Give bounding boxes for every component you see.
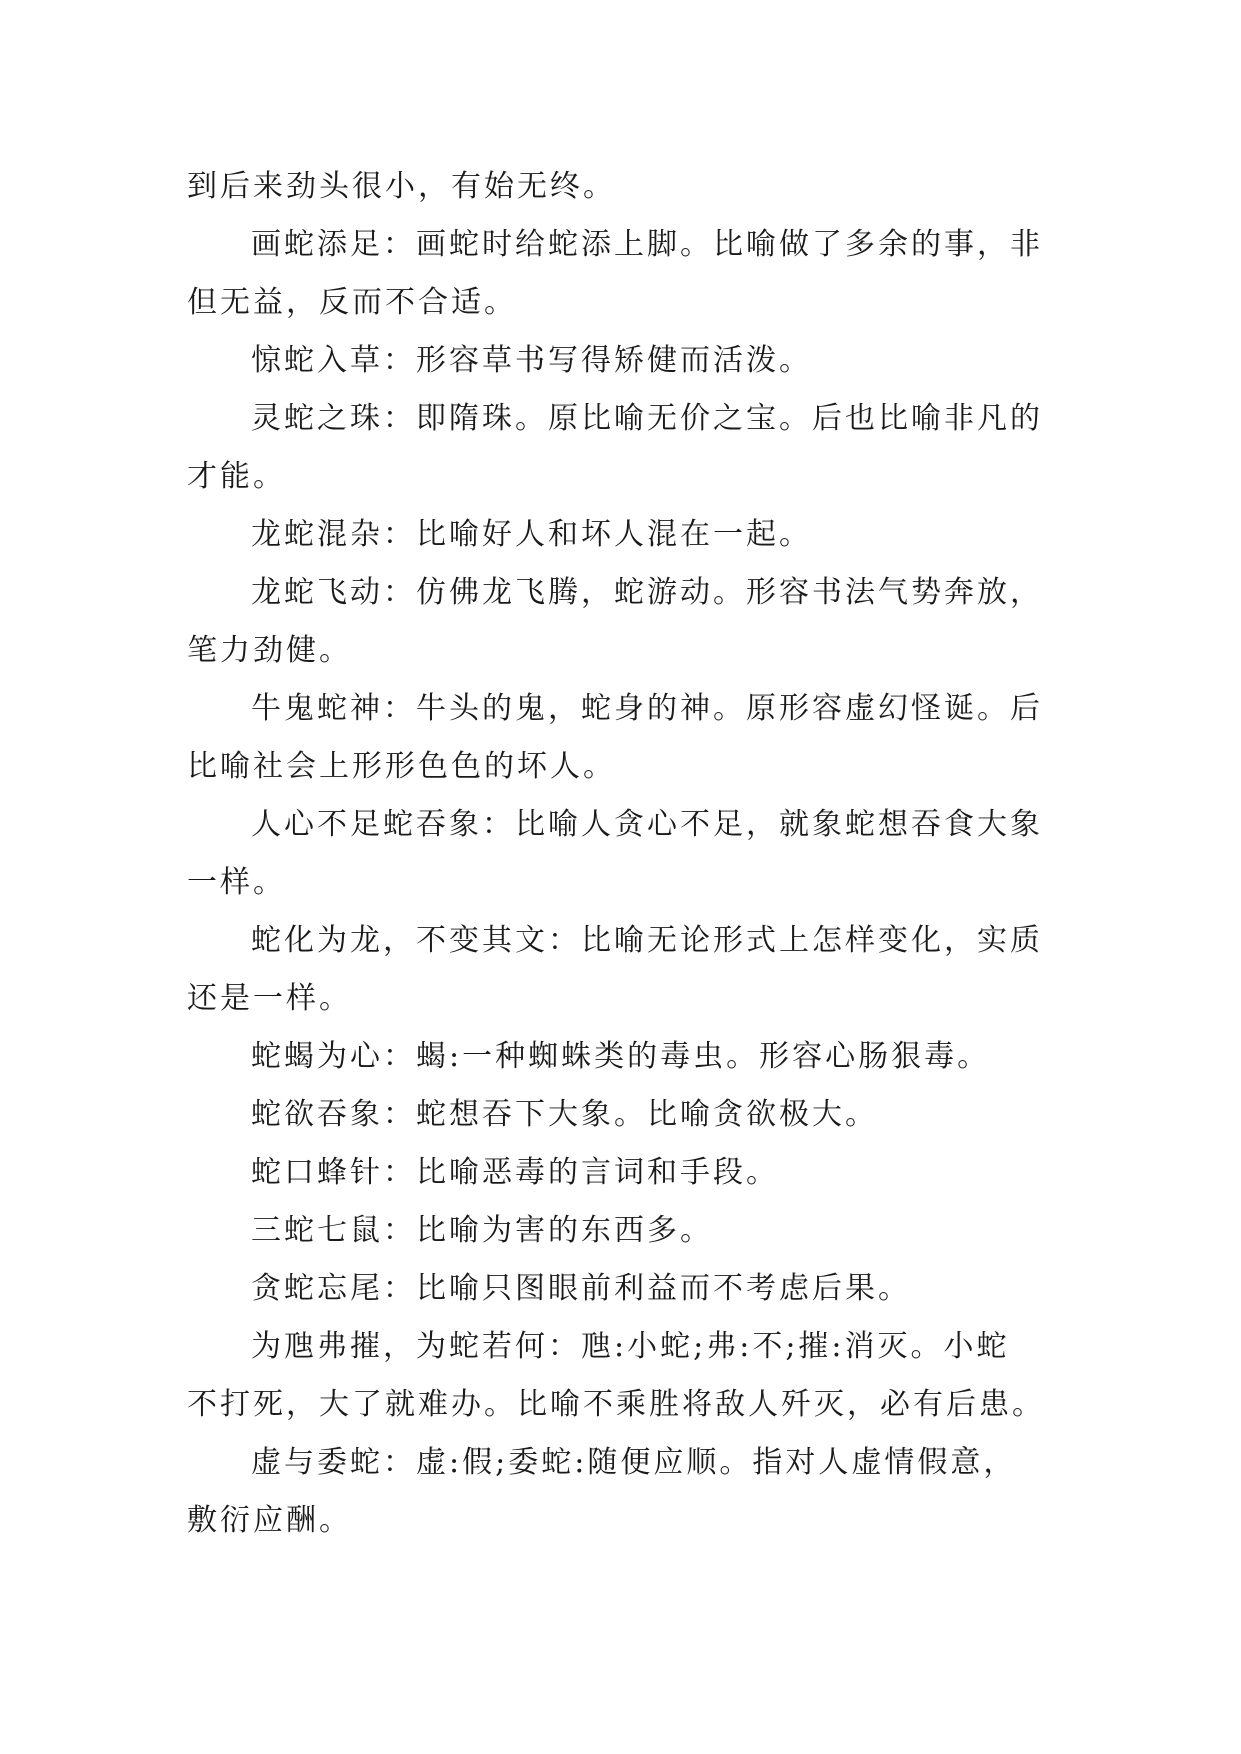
text-line: 才能。	[187, 459, 286, 494]
text-line: 龙蛇混杂：比喻好人和坏人混在一起。	[251, 517, 812, 552]
text-line: 三蛇七鼠：比喻为害的东西多。	[251, 1213, 713, 1248]
text-line: 还是一样。	[187, 981, 352, 1016]
text-line: 蛇蝎为心：蝎:一种蜘蛛类的毒虫。形容心肠狠毒。	[251, 1039, 991, 1074]
text-line: 比喻社会上形形色色的坏人。	[187, 749, 616, 784]
text-line: 蛇口蜂针：比喻恶毒的言词和手段。	[251, 1155, 779, 1190]
text-line: 但无益，反而不合适。	[187, 285, 517, 320]
text-line: 敷衍应酬。	[187, 1503, 352, 1538]
text-line: 蛇欲吞象：蛇想吞下大象。比喻贪欲极大。	[251, 1097, 878, 1132]
text-line: 为虺弗摧，为蛇若何：虺:小蛇;弗:不;摧:消灭。小蛇	[251, 1329, 1010, 1364]
text-line: 画蛇添足：画蛇时给蛇添上脚。比喻做了多余的事，非	[251, 227, 1043, 262]
text-line: 龙蛇飞动：仿佛龙飞腾，蛇游动。形容书法气势奔放，	[251, 575, 1043, 610]
text-line: 到后来劲头很小，有始无终。	[187, 169, 616, 204]
text-line: 虚与委蛇：虚:假;委蛇:随便应顺。指对人虚情假意，	[251, 1445, 1017, 1480]
text-line: 蛇化为龙，不变其文：比喻无论形式上怎样变化，实质	[251, 923, 1043, 958]
document-page	[187, 158, 1067, 1550]
text-line: 笔力劲健。	[187, 633, 352, 668]
text-line: 灵蛇之珠：即隋珠。原比喻无价之宝。后也比喻非凡的	[251, 401, 1043, 436]
text-line: 贪蛇忘尾：比喻只图眼前利益而不考虑后果。	[251, 1271, 911, 1306]
text-line: 人心不足蛇吞象：比喻人贪心不足，就象蛇想吞食大象	[251, 807, 1043, 842]
text-line: 惊蛇入草：形容草书写得矫健而活泼。	[251, 343, 812, 378]
text-line: 不打死，大了就难办。比喻不乘胜将敌人歼灭，必有后患。	[187, 1387, 1045, 1422]
text-line: 一样。	[187, 865, 286, 900]
text-line: 牛鬼蛇神：牛头的鬼，蛇身的神。原形容虚幻怪诞。后	[251, 691, 1043, 726]
